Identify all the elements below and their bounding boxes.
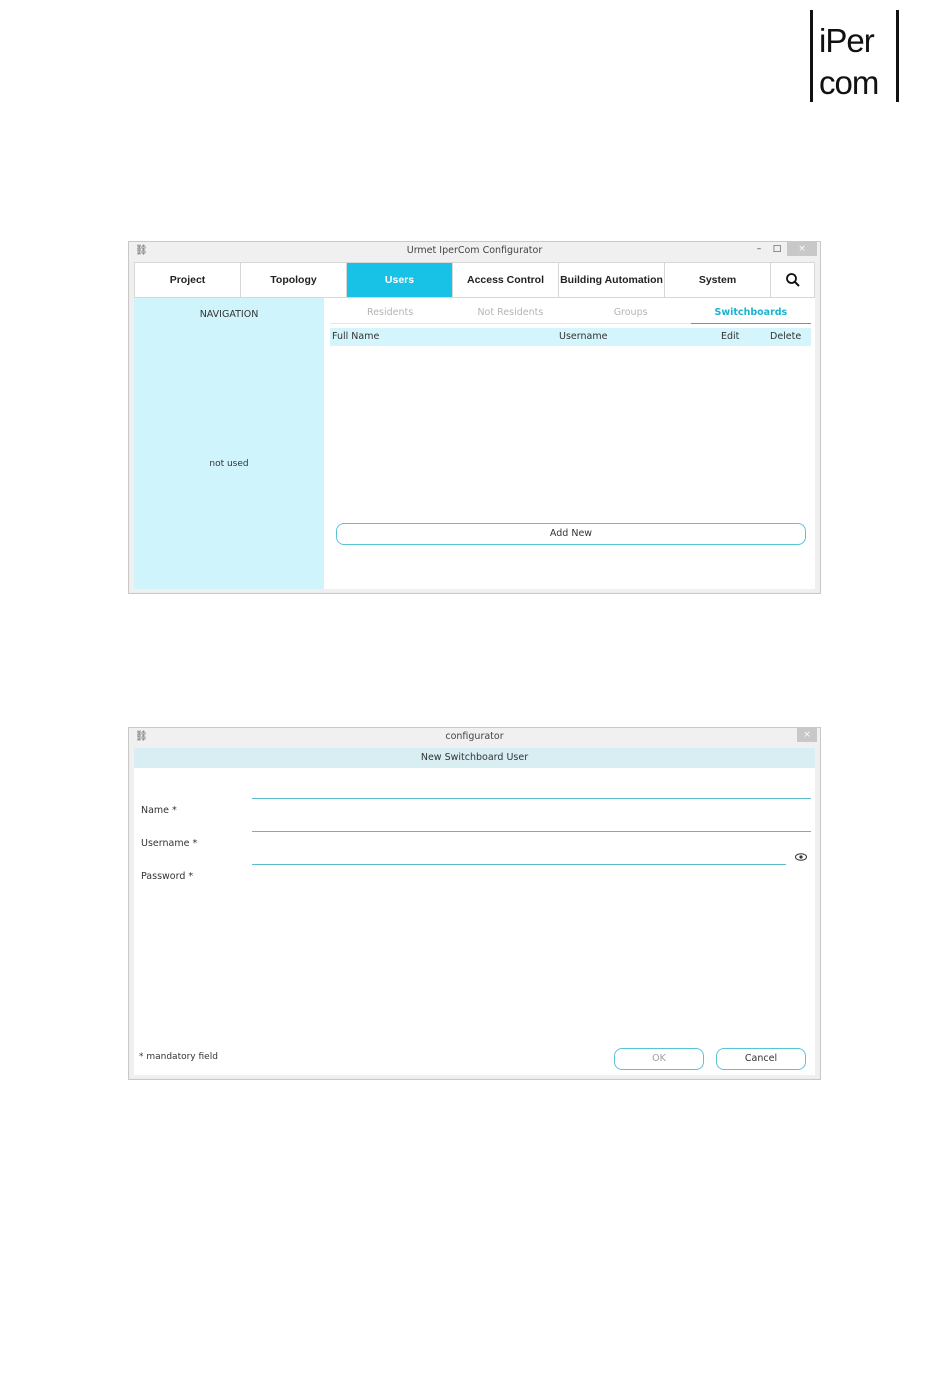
mandatory-note: * mandatory field [139,1052,218,1062]
close-button[interactable]: × [787,242,817,256]
username-field[interactable] [252,814,811,832]
tab-users[interactable]: Users [347,263,453,297]
name-label: Name * [141,805,177,816]
logo-text-bottom: com [819,64,879,101]
tab-system[interactable]: System [665,263,771,297]
subtab-residents[interactable]: Residents [330,304,450,324]
app-icon: ⛓ [135,731,148,742]
tab-topology[interactable]: Topology [241,263,347,297]
logo-bar-left [810,10,813,102]
column-delete: Delete [770,331,802,342]
window-body [134,262,815,589]
tab-building-automation[interactable]: Building Automation [559,263,665,297]
window-title: Urmet IperCom Configurator [406,245,543,256]
ipercom-logo [810,10,902,104]
minimize-button[interactable]: – [756,244,762,254]
password-label: Password * [141,871,194,882]
new-switchboard-user-dialog [128,727,821,1080]
logo-bar-right [896,10,899,102]
configurator-window [128,241,821,594]
table-header [330,328,811,346]
app-icon: ⛓ [135,245,148,256]
tab-project[interactable]: Project [135,263,241,297]
dialog-close-button[interactable]: × [797,728,817,742]
tab-access-control[interactable]: Access Control [453,263,559,297]
password-field[interactable] [252,847,786,865]
cancel-button[interactable]: Cancel [716,1048,806,1070]
subtab-switchboards[interactable]: Switchboards [691,304,811,324]
column-full-name[interactable]: Full Name [332,331,380,342]
navigation-status: not used [209,459,249,469]
dialog-titlebar [129,728,820,746]
ok-button[interactable]: OK [614,1048,704,1070]
column-username[interactable]: Username [559,331,608,342]
search-button[interactable] [771,263,814,297]
search-icon [785,272,801,288]
dialog-header: New Switchboard User [134,748,815,768]
subtab-groups[interactable]: Groups [571,304,691,324]
navigation-panel [134,298,324,589]
name-field[interactable] [252,781,811,799]
logo-text-top: iPer [819,22,874,59]
username-label: Username * [141,838,198,849]
users-content [330,298,815,589]
dialog-window-title: configurator [445,731,504,742]
column-edit: Edit [721,331,740,342]
maximize-button[interactable]: □ [772,244,782,254]
top-navigation [134,262,815,298]
show-password-icon[interactable] [794,852,808,862]
dialog-body [134,748,815,1075]
add-new-button[interactable]: Add New [336,523,806,545]
navigation-title: NAVIGATION [199,309,259,320]
users-subtabs [330,304,811,324]
window-titlebar [129,242,820,260]
subtab-not-residents[interactable]: Not Residents [450,304,570,324]
